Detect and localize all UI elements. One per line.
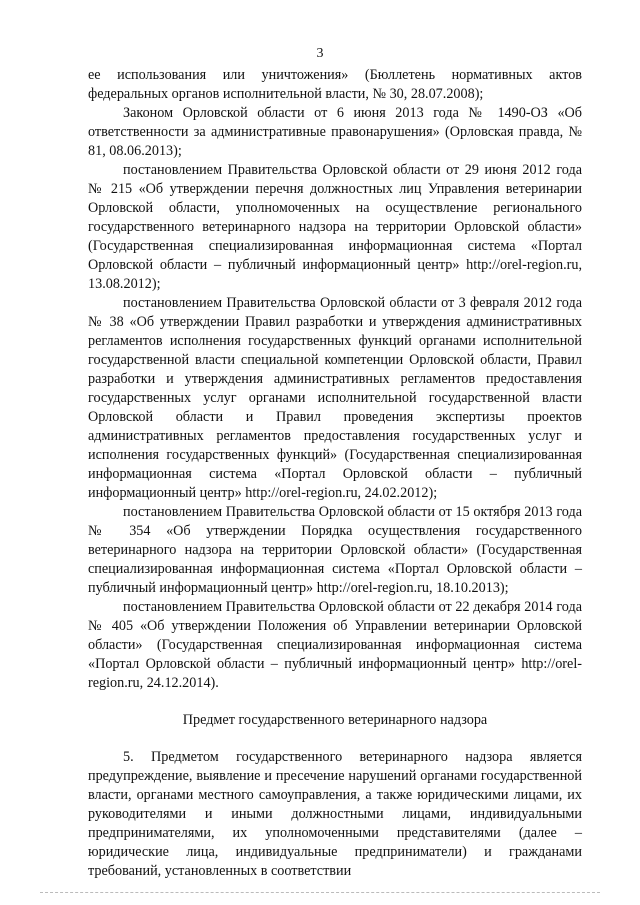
paragraph-continuation: ее использования или уничтожения» (Бюллетень нормативных актов федеральных органов исполнительной власти, № 30, 28.07.2008); bbox=[88, 67, 582, 102]
paragraph-law-1490: Законом Орловской области от 6 июня 2013 года № 1490-ОЗ «Об ответственности за административные правонарушения» (Орловская правда, № 81, 08.06.2013); bbox=[88, 105, 582, 159]
paragraph-item-5: 5. Предметом государственного ветеринарного надзора является предупреждение, выявление и пресечение нарушений органами государственной власти, органами местного самоуправления, а также юридическими лицами, их руководителями и иными должностными лицами, индивидуальными предпринимателями, их уполномоченными представителями (далее – юридические лица, индивидуальные предприниматели) и гражданами требований, установленных в соответствии bbox=[88, 749, 582, 879]
paragraph-resolution-405: постановлением Правительства Орловской области от 22 декабря 2014 года № 405 «Об утверждении Положения об Управлении ветеринарии Орловской области» (Государственная специализированная информационная система «Портал Орловской области – публичный информационный центр» http://orel-region.ru, 24.12.2014). bbox=[88, 599, 582, 691]
paragraph-resolution-354: постановлением Правительства Орловской области от 15 октября 2013 года № 354 «Об утверждении Порядка осуществления государственного ветеринарного надзора на территории Орловской области» (Государственная специализированная информационная система «Портал Орловской области – публичный информационный центр» http://orel-region.ru, 18.10.2013); bbox=[88, 504, 582, 596]
section-heading: Предмет государственного ветеринарного надзора bbox=[182, 712, 488, 728]
paragraph-resolution-38: постановлением Правительства Орловской области от 3 февраля 2012 года № 38 «Об утверждении Правил разработки и утверждения административных регламентов исполнения государственных функций органами исполнительной государственной власти специальной компетенции Орловской области, Правил разработки и утверждения административных регламентов предоставления государственных услуг органами исполнительной государственной власти Орловской области и Правил проведения экспертизы проектов административных регламентов предоставления государственных услуг и исполнения государственных функций» (Государственная специализированная информационная система «Портал Орловской области – публичный информационный центр» http://orel-region.ru, 24.02.2012); bbox=[88, 295, 582, 501]
scan-edge-line bbox=[40, 892, 600, 893]
document-body bbox=[88, 66, 582, 881]
page-number: 3 bbox=[316, 46, 324, 61]
paragraph-resolution-215: постановлением Правительства Орловской области от 29 июня 2012 года № 215 «Об утверждении перечня должностных лиц Управления ветеринарии Орловской области, уполномоченных на осуществление регионального государственного ветеринарного надзора на территории Орловской области» (Государственная специализированная информационная система «Портал Орловской области – публичный информационный центр» http://orel-region.ru, 13.08.2012); bbox=[88, 162, 582, 292]
